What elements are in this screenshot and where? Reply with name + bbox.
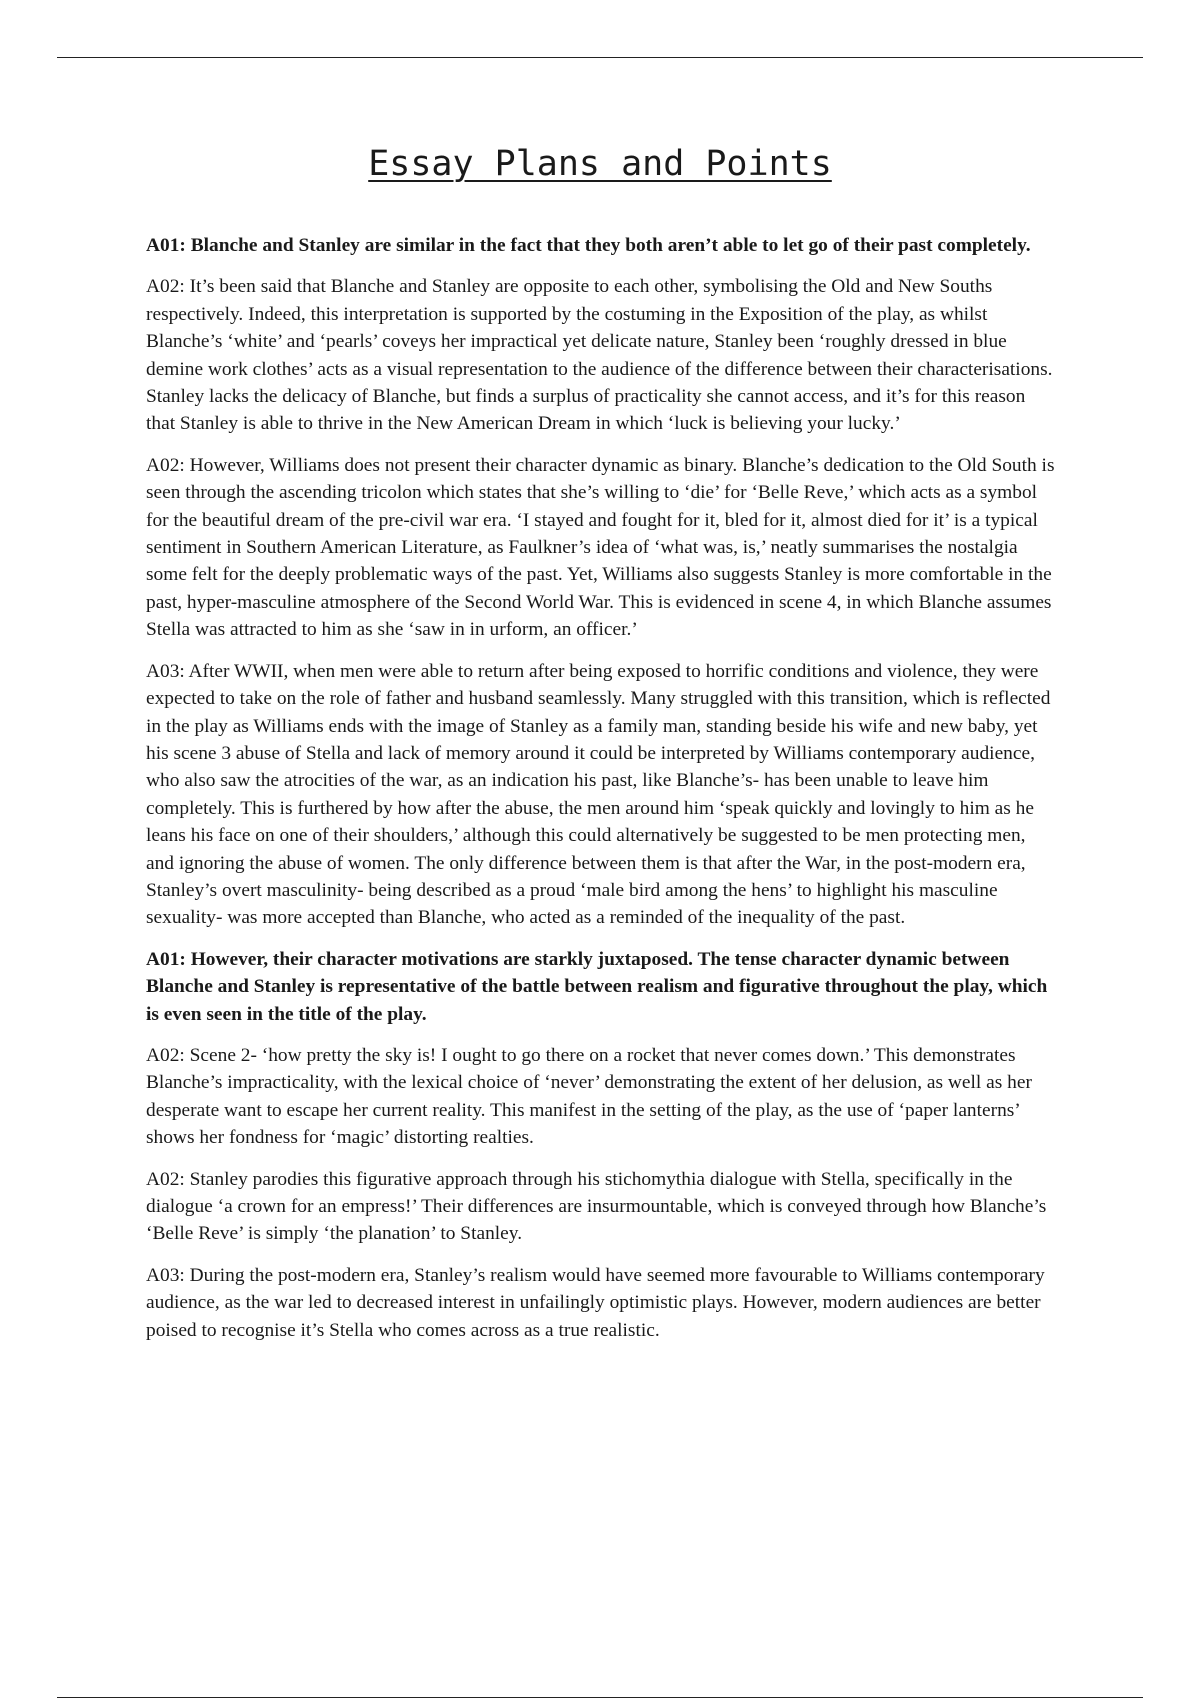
bottom-rule [57, 1697, 1143, 1698]
top-rule [57, 57, 1143, 58]
essay-body [146, 232, 1058, 1358]
body-paragraph: A03: After WWII, when men were able to return after being exposed to horrific conditions and violence, they were expected to take on the role of father and husband seamlessly. Many struggled with this transition, which is reflected in the play as Williams ends with the image of Stanley as a family man, standing beside his wife and new baby, yet his scene 3 abuse of Stella and lack of memory around it could be interpreted by Williams contemporary audience, who also saw the atrocities of the war, as an indication his past, like Blanche’s- has been unable to leave him completely. This is furthered by how after the abuse, the men around him ‘speak quickly and lovingly to him as he leans his face on one of their shoulders,’ although this could alternatively be suggested to be men protecting men, and ignoring the abuse of women. The only difference between them is that after the War, in the post-modern era, Stanley’s overt masculinity- being described as a proud ‘male bird among the hens’ to highlight his masculine sexuality- was more accepted than Blanche, who acted as a reminded of the inequality of the past. [146, 660, 1051, 929]
body-paragraph: A02: However, Williams does not present their character dynamic as binary. Blanche’s dedication to the Old South is seen through the ascending tricolon which states that she’s willing to ‘die’ for ‘Belle Reve,’ which acts as a symbol for the beautiful dream of the pre-civil war era. ‘I stayed and fought for it, bled for it, almost died for it’ is a typical sentiment in Southern American Literature, as Faulkner’s idea of ‘what was, is,’ neatly summarises the nostalgia some felt for the deeply problematic ways of the past. Yet, Williams also suggests Stanley is more comfortable in the past, hyper-masculine atmosphere of the Second World War. This is evidenced in scene 4, in which Blanche assumes Stella was attracted to him as she ‘saw in in urform, an officer.’ [146, 454, 1055, 641]
body-paragraph: A03: During the post-modern era, Stanley’s realism would have seemed more favourable to Williams contemporary audience, as the war led to decreased interest in unfailingly optimistic plays. However, modern audiences are better poised to recognise it’s Stella who comes across as a true realistic. [146, 1264, 1045, 1341]
page-title: Essay Plans and Points [368, 144, 832, 184]
body-paragraph: A02: It’s been said that Blanche and Stanley are opposite to each other, symbolising the Old and New Souths respectively. Indeed, this interpretation is supported by the costuming in the Exposition of the play, as whilst Blanche’s ‘white’ and ‘pearls’ coveys her impractical yet delicate nature, Stanley been ‘roughly dressed in blue demine work clothes’ acts as a visual representation to the audience of the difference between their characterisations. Stanley lacks the delicacy of Blanche, but finds a surplus of practicality she cannot access, and it’s for this reason that Stanley is able to thrive in the New American Dream in which ‘luck is believing your lucky.’ [146, 276, 1053, 435]
body-paragraph: A02: Scene 2- ‘how pretty the sky is! I ought to go there on a rocket that never comes down.’ This demonstrates Blanche’s impracticality, with the lexical choice of ‘never’ demonstrating the extent of her delusion, as well as her desperate want to escape her current reality. This manifest in the setting of the play, as the use of ‘paper lanterns’ shows her fondness for ‘magic’ distorting realties. [146, 1044, 1032, 1149]
body-paragraph: A02: Stanley parodies this figurative approach through his stichomythia dialogue with Stella, specifically in the dialogue ‘a crown for an empress!’ Their differences are insurmountable, which is conveyed through how Blanche’s ‘Belle Reve’ is simply ‘the planation’ to Stanley. [146, 1168, 1047, 1245]
point-heading: A01: Blanche and Stanley are similar in the fact that they both aren’t able to let go of their past completely. [146, 235, 1031, 256]
point-heading: A01: However, their character motivations are starkly juxtaposed. The tense character dynamic between Blanche and Stanley is representative of the battle between realism and figurative throughout the play, which is even seen in the title of the play. [146, 948, 1048, 1025]
